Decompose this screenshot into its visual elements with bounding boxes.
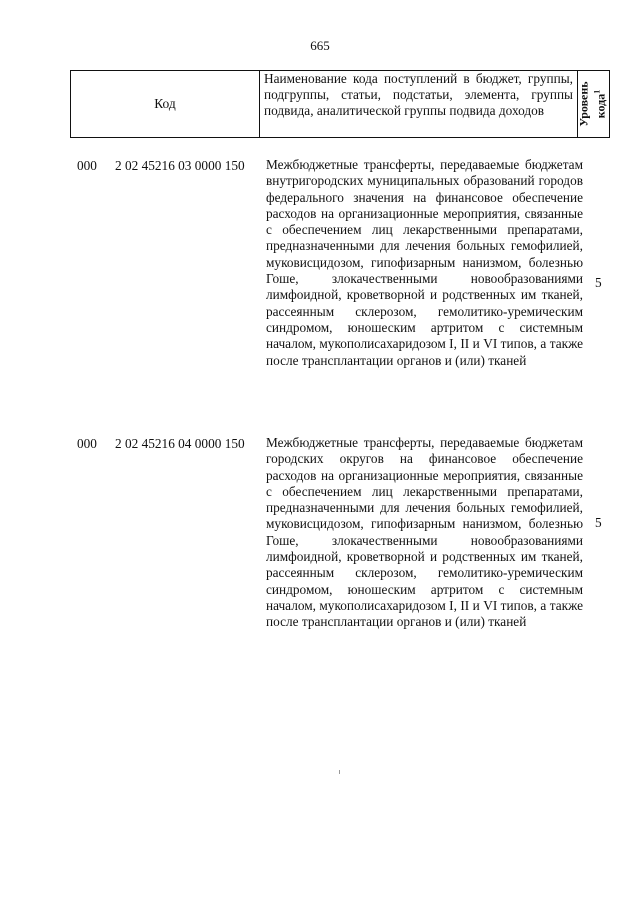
header-table	[70, 70, 610, 138]
row-level: 5	[595, 515, 602, 530]
row-level: 5	[595, 275, 602, 290]
header-level-line2: кода	[594, 93, 609, 119]
header-level-label	[578, 81, 608, 126]
row-code-prefix: 000	[77, 436, 97, 451]
row-code	[77, 158, 245, 174]
row-code-prefix: 000	[77, 158, 97, 173]
row-description: Межбюджетные трансферты, передаваемые бюджетам городских округов на финансовое обеспечение расходов на организационные мероприятия, связанные с обеспечением лиц лекарственными препаратами, предназначенными для лечения больных гемофилией, муковисцидозом, гипофизарным нанизмом, болезнью Гоше, злокачественными новообразованиями лимфоидной, кроветворной и родственных им тканей, рассеянным склерозом, гемолитико-уремическим синдромом, юношеским артритом с системным началом, мукополисахаридозом I, II и VI типов, а также после трансплантации органов и (или) тканей	[266, 435, 583, 630]
row-code-value: 2 02 45216 03 0000 150	[115, 158, 245, 173]
scan-speck	[339, 770, 340, 774]
header-code-label: Код	[154, 96, 176, 111]
header-name-label: Наименование кода поступлений в бюджет, группы, подгруппы, статьи, подстатьи, элемента, группы подвида, аналитической группы подвида доходов	[264, 71, 573, 118]
header-code-cell	[71, 71, 260, 137]
row-code-value: 2 02 45216 04 0000 150	[115, 436, 245, 451]
header-name-cell	[260, 71, 578, 137]
row-description: Межбюджетные трансферты, передаваемые бюджетам внутригородских муниципальных образований городов федерального значения на финансовое обеспечение расходов на организационные мероприятия, связанные с обеспечением лиц лекарственными препаратами, предназначенными для лечения больных гемофилией, муковисцидозом, гипофизарным нанизмом, болезнью Гоше, злокачественными новообразованиями лимфоидной, кроветворной и родственных им тканей, рассеянным склерозом, гемолитико-уремическим синдромом, юношеским артритом с системным началом, мукополисахаридозом I, II и VI типов, а также после трансплантации органов и (или) тканей	[266, 157, 583, 368]
header-level-cell	[577, 71, 609, 137]
header-level-footnote: 1	[593, 89, 603, 94]
page-number: 665	[310, 38, 330, 53]
header-level-line1: Уровень	[577, 81, 592, 127]
row-code	[77, 436, 245, 452]
